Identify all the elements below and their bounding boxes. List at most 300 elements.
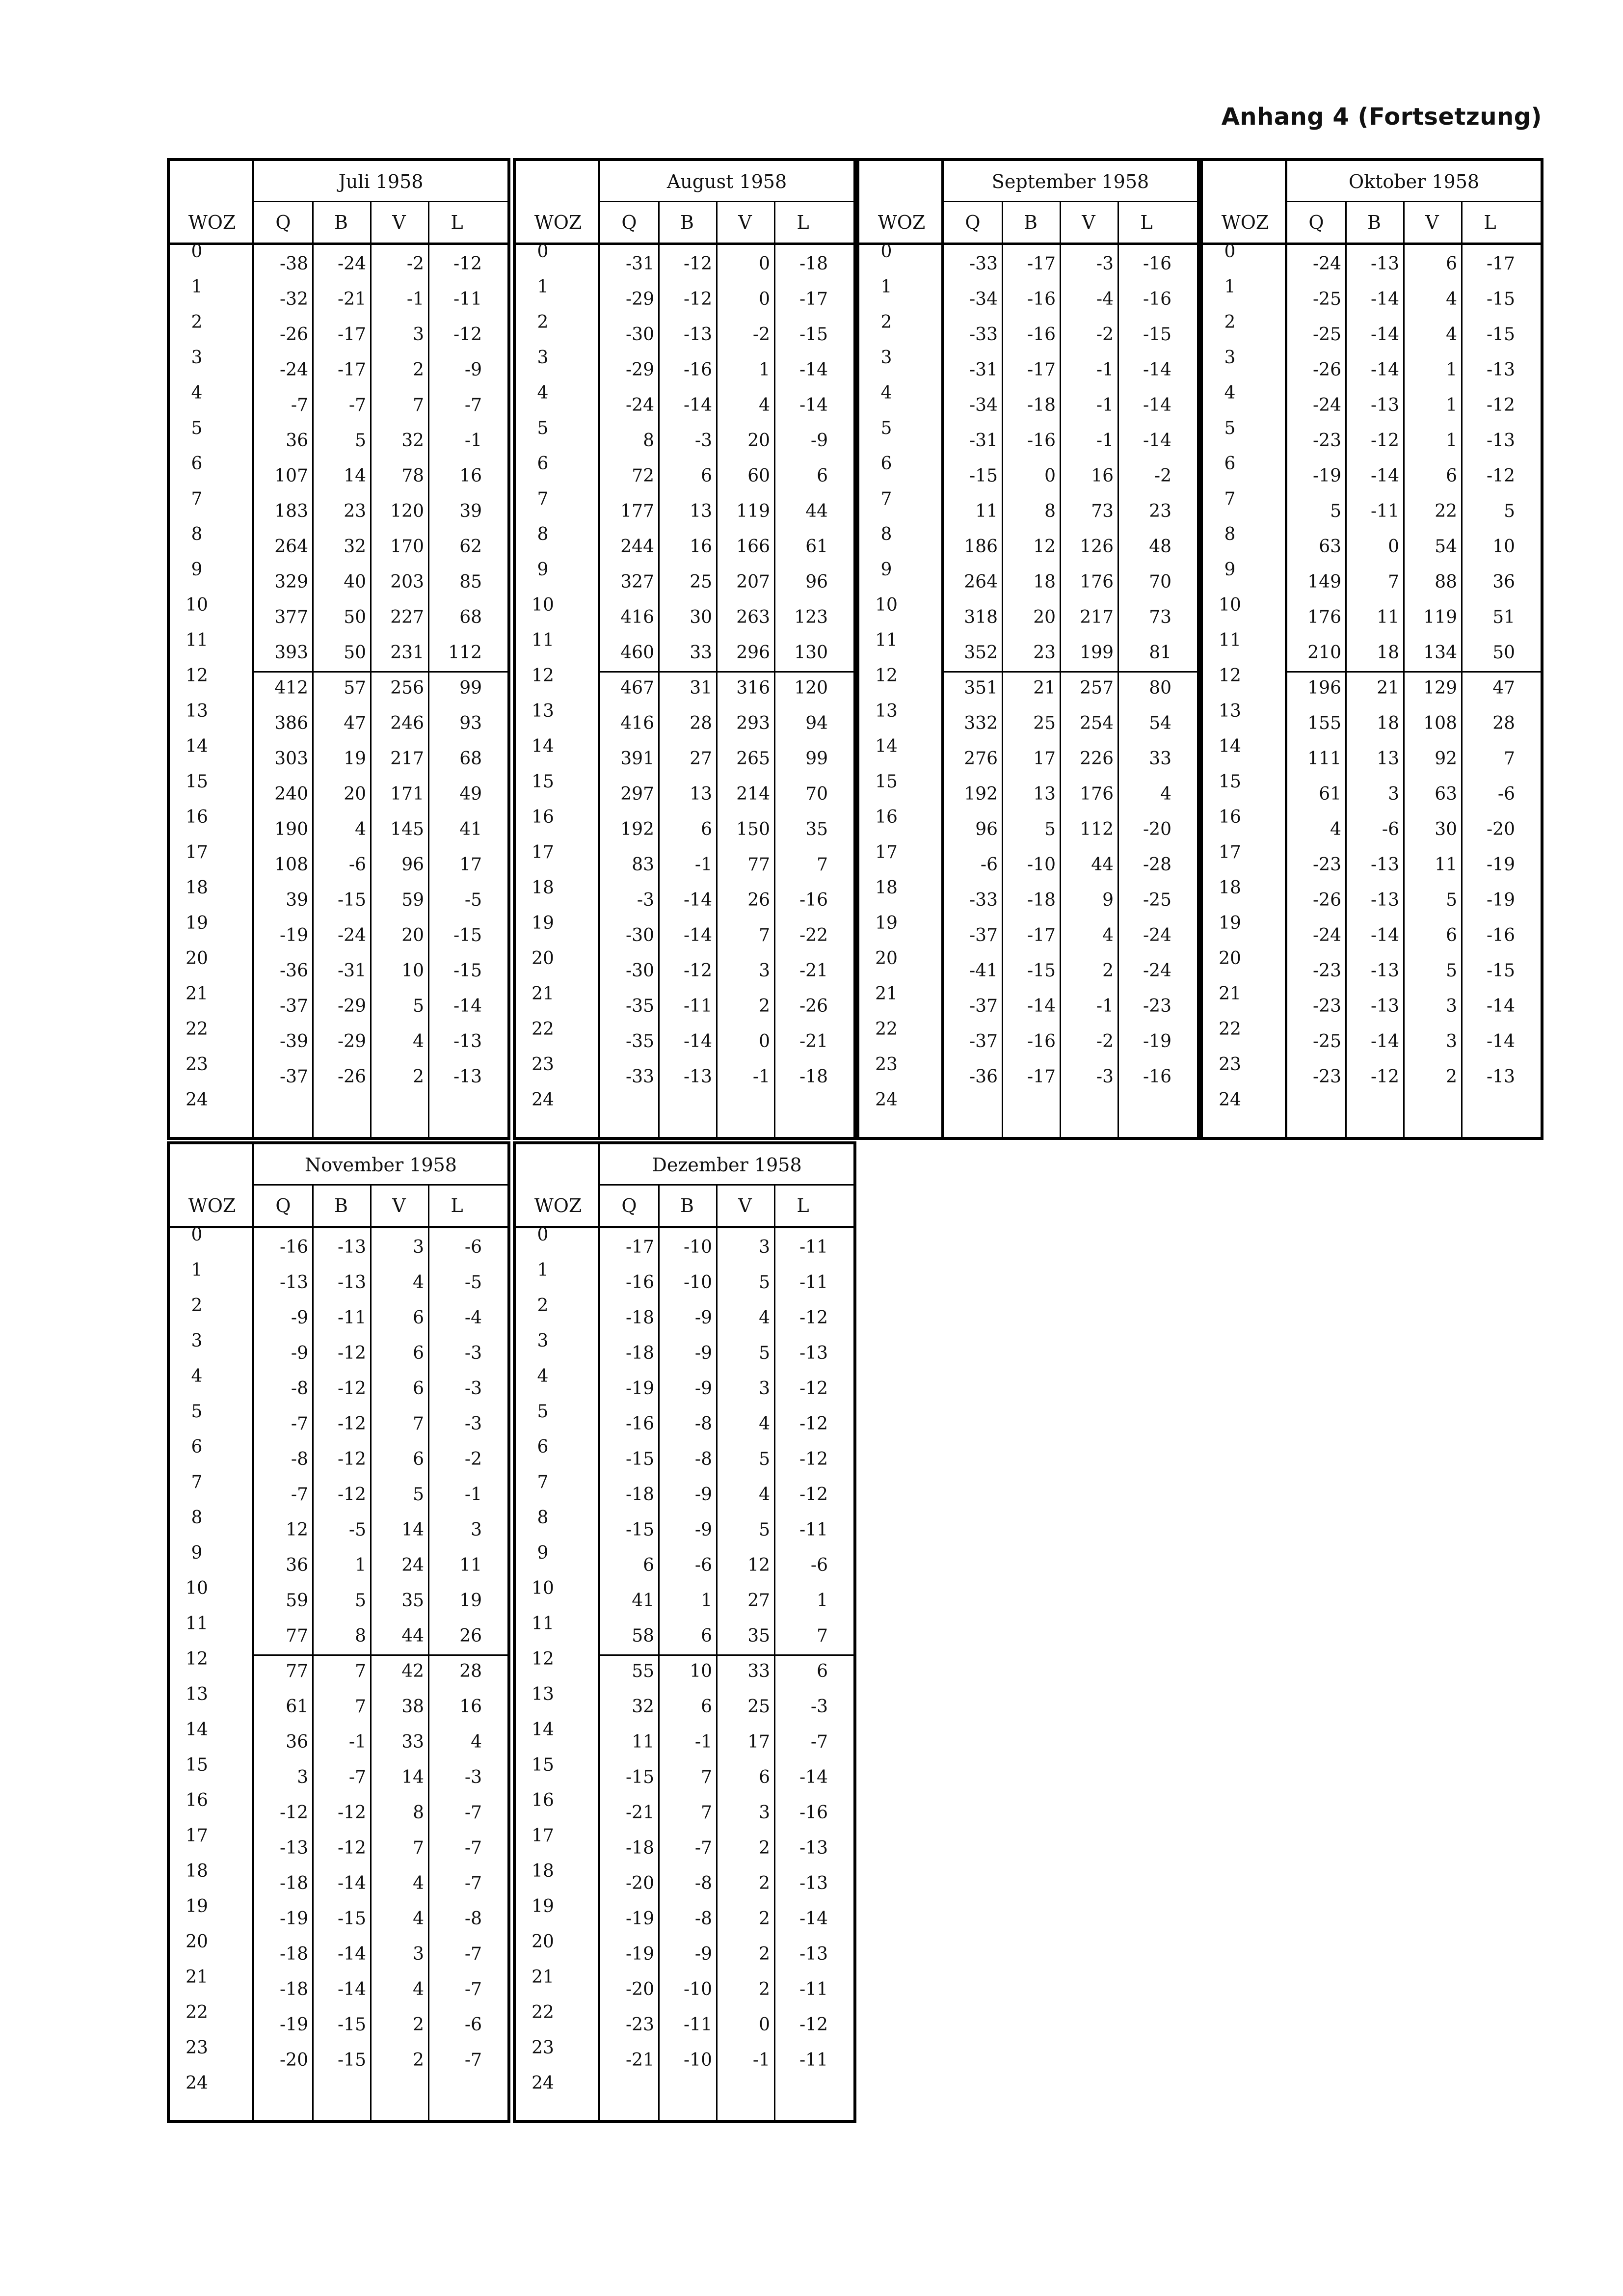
table-cell: -20 xyxy=(1487,819,1515,839)
table-cell: -3 xyxy=(1096,1067,1114,1087)
table-cell: -14 xyxy=(338,1873,366,1893)
column-header-b: B xyxy=(680,212,694,233)
hour-label: 6 xyxy=(1224,454,1236,474)
table-cell: -10 xyxy=(684,1272,712,1293)
table-cell: 4 xyxy=(413,1979,424,1999)
table-cell: 68 xyxy=(459,607,482,627)
hour-label: 8 xyxy=(1224,524,1236,544)
table-cell: -8 xyxy=(694,1449,712,1469)
table-cell: -18 xyxy=(1027,395,1056,415)
table-cell: -26 xyxy=(338,1067,366,1087)
table-cell: 35 xyxy=(747,1626,770,1646)
table-cell: -4 xyxy=(1096,289,1114,309)
table-cell: 231 xyxy=(390,643,424,663)
table-cell: 329 xyxy=(274,572,308,592)
table-cell: 4 xyxy=(759,1308,770,1328)
hour-label: 14 xyxy=(186,736,208,756)
table-cell: 192 xyxy=(620,819,654,839)
table-cell: -7 xyxy=(464,1873,482,1893)
table-cell: -37 xyxy=(969,996,998,1016)
table-cell: 59 xyxy=(401,890,424,910)
table-cell: 94 xyxy=(805,713,828,733)
table-cell: 1 xyxy=(355,1555,366,1575)
table-cell: 170 xyxy=(390,537,424,557)
table-cell: -19 xyxy=(626,1944,654,1964)
table-cell: 39 xyxy=(459,501,482,521)
table-cell: -3 xyxy=(464,1414,482,1434)
table-cell: 70 xyxy=(805,784,828,804)
table-cell: -24 xyxy=(338,925,366,945)
table-cell: -13 xyxy=(684,324,712,345)
table-cell: 316 xyxy=(736,678,770,698)
hour-label: 16 xyxy=(532,1790,554,1810)
hour-label: 3 xyxy=(537,1331,549,1351)
column-header-v: V xyxy=(738,212,752,233)
hour-label: 13 xyxy=(532,1684,554,1704)
table-cell: 107 xyxy=(274,466,308,486)
hour-label: 3 xyxy=(191,348,203,368)
table-cell: 88 xyxy=(1435,572,1457,592)
table-cell: -20 xyxy=(1143,819,1171,839)
hour-label: 8 xyxy=(537,524,549,544)
table-cell: 296 xyxy=(736,643,770,663)
hour-label: 6 xyxy=(880,454,892,474)
table-cell: 3 xyxy=(413,324,424,345)
hour-label: 20 xyxy=(1219,948,1241,969)
column-header-q: Q xyxy=(965,212,981,233)
hour-label: 16 xyxy=(186,1790,208,1810)
table-cell: 6 xyxy=(643,1555,654,1575)
table-cell: -23 xyxy=(626,2015,654,2035)
table-cell: -16 xyxy=(1027,289,1056,309)
table-cell: -13 xyxy=(1371,254,1399,274)
table-cell: -7 xyxy=(810,1732,828,1752)
column-header-woz: WOZ xyxy=(1221,212,1269,233)
hour-label: 18 xyxy=(186,878,208,898)
table-cell: -19 xyxy=(1313,466,1341,486)
table-cell: 111 xyxy=(1307,749,1341,769)
table-cell: 18 xyxy=(1033,572,1056,592)
hour-label: 19 xyxy=(186,1896,208,1917)
table-cell: 120 xyxy=(794,678,828,698)
table-cell: 7 xyxy=(817,855,828,875)
table-cell: 416 xyxy=(620,713,654,733)
table-cell: -1 xyxy=(1096,996,1114,1016)
hour-label: 4 xyxy=(191,383,203,403)
column-header-l: L xyxy=(451,1195,463,1216)
hour-label: 15 xyxy=(532,772,554,792)
hour-label: 21 xyxy=(532,1967,554,1987)
table-cell: 83 xyxy=(632,855,654,875)
table-cell: -37 xyxy=(280,996,308,1016)
column-header-woz: WOZ xyxy=(188,212,236,233)
hour-label: 16 xyxy=(875,807,898,827)
hour-label: 24 xyxy=(875,1090,898,1110)
table-cell: -14 xyxy=(684,925,712,945)
hour-label: 21 xyxy=(1219,984,1241,1004)
table-cell: -12 xyxy=(1487,395,1515,415)
table-cell: 62 xyxy=(459,537,482,557)
table-cell: -15 xyxy=(969,466,998,486)
table-cell: 28 xyxy=(690,713,712,733)
table-cell: -13 xyxy=(280,1838,308,1858)
table-cell: 4 xyxy=(413,1272,424,1293)
table-cell: 6 xyxy=(817,466,828,486)
table-cell: 51 xyxy=(1492,607,1515,627)
table-cell: 412 xyxy=(274,678,308,698)
table-cell: 303 xyxy=(274,749,308,769)
table-cell: 24 xyxy=(401,1555,424,1575)
hour-label: 9 xyxy=(537,560,549,580)
hour-label: 24 xyxy=(1219,1090,1241,1110)
table-cell: -20 xyxy=(626,1873,654,1893)
table-cell: 54 xyxy=(1435,537,1457,557)
table-cell: -14 xyxy=(799,360,828,380)
table-cell: 3 xyxy=(413,1944,424,1964)
table-cell: 1 xyxy=(1446,360,1457,380)
table-cell: 108 xyxy=(1423,713,1457,733)
table-cell: -31 xyxy=(969,431,998,451)
hour-label: 10 xyxy=(186,595,208,615)
hour-label: 18 xyxy=(875,878,898,898)
table-cell: -9 xyxy=(694,1520,712,1540)
hour-label: 0 xyxy=(537,242,549,262)
hour-label: 19 xyxy=(532,913,554,933)
table-cell: 99 xyxy=(805,749,828,769)
table-cell: -12 xyxy=(684,961,712,981)
table-cell: 3 xyxy=(297,1767,308,1787)
table-cell: 5 xyxy=(759,1272,770,1293)
table-cell: -12 xyxy=(453,324,482,345)
column-header-l: L xyxy=(797,1195,809,1216)
table-cell: -36 xyxy=(969,1067,998,1087)
hour-label: 2 xyxy=(880,312,892,332)
table-cell: 20 xyxy=(344,784,366,804)
table-cell: 73 xyxy=(1149,607,1171,627)
table-cell: -6 xyxy=(694,1555,712,1575)
table-cell: 26 xyxy=(459,1626,482,1646)
table-cell: 6 xyxy=(817,1661,828,1681)
hour-label: 17 xyxy=(186,842,208,863)
table-cell: 44 xyxy=(401,1626,424,1646)
table-cell: -8 xyxy=(694,1414,712,1434)
table-cell: -2 xyxy=(1096,1031,1114,1052)
table-cell: 8 xyxy=(413,1803,424,1823)
table-cell: 120 xyxy=(390,501,424,521)
table-cell: 2 xyxy=(759,1909,770,1929)
table-cell: 7 xyxy=(701,1803,712,1823)
table-cell: -9 xyxy=(694,1378,712,1399)
hour-label: 24 xyxy=(532,2073,554,2093)
table-cell: 8 xyxy=(355,1626,366,1646)
table-cell: 13 xyxy=(690,501,712,521)
month-table xyxy=(856,158,1200,1140)
hour-label: 18 xyxy=(1219,878,1241,898)
noon-divider xyxy=(944,671,1197,673)
hour-label: 1 xyxy=(191,277,203,297)
hour-label: 7 xyxy=(191,1472,203,1492)
table-cell: -29 xyxy=(338,1031,366,1052)
table-cell: 61 xyxy=(805,537,828,557)
table-cell: 63 xyxy=(1435,784,1457,804)
hour-label: 12 xyxy=(532,666,554,686)
table-cell: -2 xyxy=(1096,324,1114,345)
hour-label: 14 xyxy=(875,736,898,756)
table-cell: -14 xyxy=(1027,996,1056,1016)
table-cell: 49 xyxy=(459,784,482,804)
hour-label: 15 xyxy=(1219,772,1241,792)
table-cell: 4 xyxy=(413,1909,424,1929)
table-cell: -33 xyxy=(969,890,998,910)
table-cell: 183 xyxy=(274,501,308,521)
table-cell: 11 xyxy=(1435,855,1457,875)
noon-divider xyxy=(600,1654,853,1656)
hour-label: 22 xyxy=(186,1019,208,1039)
table-cell: 78 xyxy=(401,466,424,486)
table-cell: -15 xyxy=(1487,289,1515,309)
column-header-woz: WOZ xyxy=(188,1195,236,1216)
column-header-v: V xyxy=(392,1195,406,1216)
hour-label: 21 xyxy=(875,984,898,1004)
table-cell: 10 xyxy=(690,1661,712,1681)
table-cell: 3 xyxy=(759,961,770,981)
table-cell: -15 xyxy=(1487,324,1515,345)
table-cell: -6 xyxy=(348,855,366,875)
hour-label: 14 xyxy=(186,1720,208,1740)
table-cell: 7 xyxy=(413,1838,424,1858)
table-cell: -31 xyxy=(626,254,654,274)
table-cell: 30 xyxy=(690,607,712,627)
table-cell: -12 xyxy=(799,1378,828,1399)
table-cell: 28 xyxy=(459,1661,482,1681)
table-cell: -1 xyxy=(1096,360,1114,380)
table-cell: 39 xyxy=(286,890,308,910)
table-cell: -21 xyxy=(626,1803,654,1823)
hour-label: 22 xyxy=(875,1019,898,1039)
table-cell: 16 xyxy=(1091,466,1114,486)
table-cell: 210 xyxy=(1307,643,1341,663)
table-cell: 55 xyxy=(632,1661,654,1681)
table-cell: -7 xyxy=(348,1767,366,1787)
table-cell: -16 xyxy=(799,890,828,910)
table-cell: -3 xyxy=(464,1378,482,1399)
month-title: September 1958 xyxy=(944,161,1197,202)
table-cell: 1 xyxy=(1446,395,1457,415)
hour-label: 16 xyxy=(1219,807,1241,827)
table-cell: 61 xyxy=(1319,784,1341,804)
table-cell: 203 xyxy=(390,572,424,592)
table-cell: 149 xyxy=(1307,572,1341,592)
table-cell: 2 xyxy=(759,1838,770,1858)
table-cell: 0 xyxy=(1044,466,1056,486)
table-cell: -9 xyxy=(291,1343,308,1363)
table-cell: 5 xyxy=(759,1449,770,1469)
table-cell: -23 xyxy=(1313,431,1341,451)
table-cell: -5 xyxy=(464,890,482,910)
table-cell: -18 xyxy=(626,1838,654,1858)
table-cell: -17 xyxy=(1027,925,1056,945)
table-cell: 96 xyxy=(401,855,424,875)
table-cell: 467 xyxy=(620,678,654,698)
table-cell: -37 xyxy=(969,1031,998,1052)
table-cell: -16 xyxy=(1027,431,1056,451)
table-cell: 171 xyxy=(390,784,424,804)
hour-label: 20 xyxy=(186,1932,208,1952)
table-cell: -6 xyxy=(464,2015,482,2035)
table-cell: -15 xyxy=(1027,961,1056,981)
hour-label: 18 xyxy=(532,1861,554,1881)
hour-label: 11 xyxy=(532,1614,554,1634)
hour-label: 3 xyxy=(1224,348,1236,368)
hour-label: 5 xyxy=(191,418,203,438)
column-header-v: V xyxy=(1082,212,1095,233)
column-header-q: Q xyxy=(621,1195,637,1216)
table-cell: -14 xyxy=(453,996,482,1016)
table-cell: 256 xyxy=(390,678,424,698)
table-cell: -6 xyxy=(810,1555,828,1575)
column-header-l: L xyxy=(451,212,463,233)
table-cell: -14 xyxy=(1371,324,1399,345)
table-cell: 13 xyxy=(1033,784,1056,804)
table-cell: -26 xyxy=(799,996,828,1016)
hour-label: 16 xyxy=(532,807,554,827)
table-cell: 318 xyxy=(964,607,998,627)
hour-label: 12 xyxy=(186,1649,208,1669)
table-cell: 20 xyxy=(1033,607,1056,627)
hour-label: 21 xyxy=(186,984,208,1004)
table-cell: -12 xyxy=(799,1485,828,1505)
table-cell: -6 xyxy=(980,855,998,875)
hour-label: 1 xyxy=(880,277,892,297)
table-cell: 5 xyxy=(413,1485,424,1505)
table-cell: -9 xyxy=(694,1485,712,1505)
hour-label: 3 xyxy=(880,348,892,368)
hour-label: 13 xyxy=(875,701,898,721)
table-cell: -19 xyxy=(626,1378,654,1399)
table-cell: -13 xyxy=(1487,360,1515,380)
hour-label: 21 xyxy=(532,984,554,1004)
column-header-woz: WOZ xyxy=(534,212,582,233)
hour-label: 0 xyxy=(537,1225,549,1245)
table-cell: 36 xyxy=(286,1555,308,1575)
table-cell: 176 xyxy=(1080,784,1114,804)
table-cell: -11 xyxy=(799,2050,828,2070)
table-cell: 25 xyxy=(690,572,712,592)
table-cell: -10 xyxy=(684,2050,712,2070)
table-cell: 85 xyxy=(459,572,482,592)
table-cell: -7 xyxy=(291,395,308,415)
table-cell: -29 xyxy=(338,996,366,1016)
hour-label: 9 xyxy=(880,560,892,580)
table-cell: 7 xyxy=(413,1414,424,1434)
table-cell: 92 xyxy=(1435,749,1457,769)
table-cell: -6 xyxy=(1497,784,1515,804)
hour-label: 10 xyxy=(186,1578,208,1598)
table-cell: 264 xyxy=(274,537,308,557)
hour-label: 0 xyxy=(1224,242,1236,262)
table-cell: 4 xyxy=(1446,324,1457,345)
table-cell: 23 xyxy=(1149,501,1171,521)
table-cell: -17 xyxy=(1027,254,1056,274)
table-cell: 0 xyxy=(759,1031,770,1052)
table-cell: 112 xyxy=(448,643,482,663)
table-cell: -8 xyxy=(694,1909,712,1929)
table-cell: -13 xyxy=(1371,996,1399,1016)
table-cell: 176 xyxy=(1080,572,1114,592)
hour-label: 24 xyxy=(186,2073,208,2093)
column-header-q: Q xyxy=(275,212,291,233)
table-cell: -14 xyxy=(1371,1031,1399,1052)
table-cell: -14 xyxy=(1371,925,1399,945)
table-cell: -7 xyxy=(464,1838,482,1858)
table-cell: 41 xyxy=(632,1591,654,1611)
hour-label: 5 xyxy=(537,418,549,438)
table-cell: -8 xyxy=(291,1378,308,1399)
hour-label: 20 xyxy=(875,948,898,969)
table-cell: -17 xyxy=(338,360,366,380)
hour-label: 9 xyxy=(1224,560,1236,580)
table-cell: 5 xyxy=(1330,501,1341,521)
table-cell: -7 xyxy=(348,395,366,415)
table-cell: -6 xyxy=(1382,819,1399,839)
table-cell: 31 xyxy=(690,678,712,698)
hour-label: 8 xyxy=(880,524,892,544)
table-cell: 14 xyxy=(401,1520,424,1540)
table-cell: -19 xyxy=(626,1909,654,1929)
table-cell: 72 xyxy=(632,466,654,486)
table-cell: 61 xyxy=(286,1697,308,1717)
table-cell: 199 xyxy=(1080,643,1114,663)
table-cell: -12 xyxy=(453,254,482,274)
table-cell: -18 xyxy=(626,1308,654,1328)
table-cell: -16 xyxy=(1143,254,1171,274)
table-cell: 6 xyxy=(1446,254,1457,274)
table-cell: -24 xyxy=(1313,254,1341,274)
table-cell: 47 xyxy=(1492,678,1515,698)
table-cell: -19 xyxy=(280,925,308,945)
table-cell: -5 xyxy=(348,1520,366,1540)
hour-label: 9 xyxy=(191,1543,203,1563)
table-cell: 4 xyxy=(1102,925,1114,945)
table-cell: 18 xyxy=(1377,643,1399,663)
table-cell: 13 xyxy=(1377,749,1399,769)
table-cell: -14 xyxy=(684,395,712,415)
table-cell: 26 xyxy=(747,890,770,910)
table-cell: 119 xyxy=(736,501,770,521)
hour-label: 22 xyxy=(532,1019,554,1039)
table-cell: -23 xyxy=(1313,855,1341,875)
column-header-b: B xyxy=(334,1195,348,1216)
table-cell: 0 xyxy=(759,254,770,274)
table-cell: 11 xyxy=(975,501,998,521)
table-cell: -11 xyxy=(684,996,712,1016)
table-cell: 35 xyxy=(401,1591,424,1611)
hour-label: 20 xyxy=(532,1932,554,1952)
table-cell: -14 xyxy=(1371,289,1399,309)
table-cell: 6 xyxy=(413,1378,424,1399)
hour-label: 4 xyxy=(537,383,549,403)
table-cell: -18 xyxy=(280,1944,308,1964)
hour-label: 11 xyxy=(186,630,208,650)
hour-label: 6 xyxy=(191,454,203,474)
table-cell: -26 xyxy=(280,324,308,345)
table-cell: 21 xyxy=(1377,678,1399,698)
hour-label: 10 xyxy=(532,1578,554,1598)
hour-label: 6 xyxy=(191,1437,203,1457)
table-cell: -13 xyxy=(799,1944,828,1964)
table-cell: 73 xyxy=(1091,501,1114,521)
hour-label: 7 xyxy=(191,489,203,509)
